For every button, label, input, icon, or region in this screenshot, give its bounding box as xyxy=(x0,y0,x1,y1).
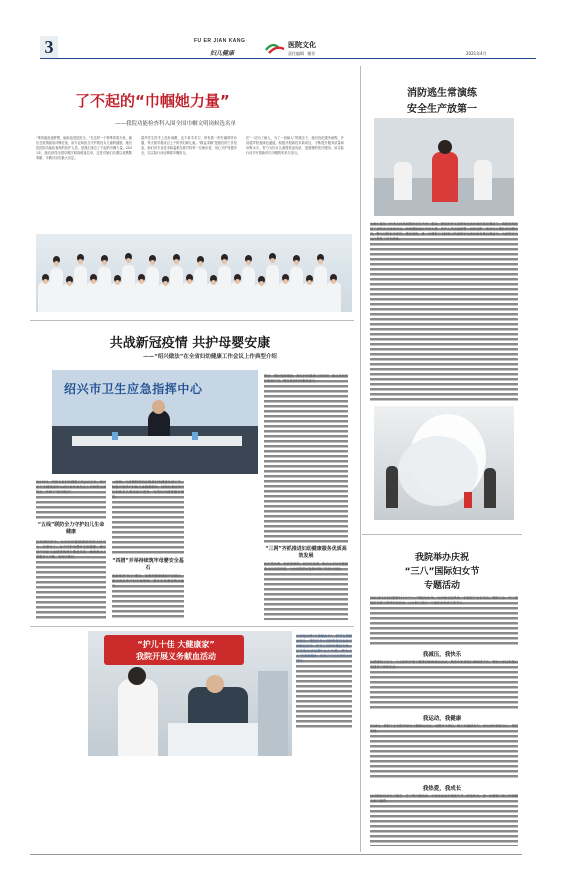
issue-date: 2021年4月 xyxy=(466,51,487,56)
paper-pinyin: FU ER JIAN KANG xyxy=(194,38,246,44)
article1-col2: 超声医生的手上没有闲暇，也不拿手术刀，却有着一把专属的听诊器，每天面对着成百上千的孕妇和儿童。“精益求精”是她们的工作信条，她们用专业技术和温柔态度对待每一位就诊者，用心守护母婴安全，以实际行动诠释着巾帼担当。 xyxy=(141,136,237,155)
article-blood-donation xyxy=(30,628,354,850)
article2-col2: （视频）与疫情防控同步推进妇幼健康各项工作，积极开展孕产妇和儿童健康服务，加强危重症孕产妇和新生儿救治能力建设，完善妇幼健康服务网络。 xyxy=(112,480,184,554)
article-fire-drill xyxy=(362,70,522,530)
article5-text1: 为舒缓职工压力，工会组织开展了健康讲座和减压活动，邀请专家讲授心理调适方法，帮助大家以积极心态面对工作和生活。 xyxy=(370,660,518,710)
command-center-photo xyxy=(52,370,258,474)
article5-text2: 3月8日，我院工会在院内举办了趣味运动会，设置多个项目，职工们踊跃参与，在运动中放松身心、增进友谊。 xyxy=(370,724,518,780)
article-women-honor xyxy=(30,70,354,315)
article1-col1: “乘风破浪逐梦想，砥砺奋进显担当。”在这样一个特殊的春天里，她们在疫情面前冲锋在前，用专业和担当守护着妇女儿童的健康，她们是医院功能检查科的医护人员，是我们身边了不起的巾帼力量。2021年，她们获得全国巾帼文明岗候选名单，这是对她们长期以来默默奉献、辛勤付出的最大肯定。 xyxy=(36,136,132,160)
editor-name: 谢芳 xyxy=(307,51,316,56)
staff-group-photo xyxy=(36,234,352,312)
article5-text3: 活动期间还举办了插花、手工等兴趣活动，大家在活动中展现才艺、收获快乐，进一步增强了职工的凝聚力和归属感。 xyxy=(370,794,518,846)
article5-title-line2: “三八”国际妇女节 xyxy=(404,567,480,577)
article2-col3: 建设、强化保障措施，健全妇幼健康工作机制，推动优质医疗资源下沉，提升基层妇幼服务能力。 xyxy=(264,374,348,544)
article-covid-maternal xyxy=(30,322,354,622)
blood-donation-photo xyxy=(88,631,292,756)
article2-col1: 3月19日，首届全省妇幼健康工作会议召开，绍兴市卫生健康委作为设区市代表在会上作典型交流发言，介绍了“绍兴做法”。 xyxy=(36,480,106,520)
fire-drill-photo-2 xyxy=(374,406,514,520)
article2-heading2: “四措”并举持续筑牢母婴安全基石 xyxy=(112,558,184,571)
editor-label: 责任编辑 xyxy=(288,51,304,56)
photo-front-row xyxy=(36,234,352,312)
article2-title: 共战新冠疫情 共护母婴安康 xyxy=(109,336,271,351)
article2-col3-b: 织牢服务网、织密保障网、织好信息网，推动全市妇幼健康事业高质量发展，为全省提供可复制可推广的绍兴经验。 xyxy=(264,562,348,620)
article2-col1-b: 在疫情防控中，全市妇幼健康系统坚持人民至上、生命至上，全力守护母婴安全和健康。建立孕产妇和儿童健康管理全覆盖体系，确保重点人群服务不中断、管理不断档。 xyxy=(36,540,106,620)
article2-heading3: “三网”齐抓推进妇幼健康服务优质高效发展 xyxy=(265,546,347,559)
article2-subtitle: ——“绍兴做法”在全省妇幼健康工作会议上作典型介绍 xyxy=(143,354,277,360)
article5-intro: 2021年3月8日是第111个“三八”国际妇女节，为庆祝女性风采，丰富职工业余生活，我院工会、妇工委组织开展了系列庆祝活动，让女职工度过一个愉快而有意义的节日。 xyxy=(370,596,518,646)
masthead xyxy=(18,36,540,66)
article2-col2-b: 创新推进“两卡”服务，加强孕期保健和产后随访，落实高危孕产妇专案管理，提升危急重症救治能力。 xyxy=(112,574,184,620)
article1-title: 了不起的“巾帼她力量” xyxy=(75,92,230,110)
article5-heading3: 我热爱，我成长 xyxy=(422,786,462,792)
page-number: 3 xyxy=(40,36,58,58)
article-womens-day xyxy=(362,536,522,852)
article5-heading1: 我减压，我快乐 xyxy=(422,652,462,658)
article1-subtitle: ——我院功能检查科入围全国巾帼文明岗候选名单 xyxy=(115,121,237,127)
paper-logo-icon xyxy=(264,40,286,54)
article2-heading1: “五线”联防全力守护妇儿生命健康 xyxy=(37,522,105,535)
article5-title-line1: 我院举办庆祝 xyxy=(414,553,469,563)
section-title: 医院文化 xyxy=(288,41,316,49)
editor-line xyxy=(288,51,348,57)
header-rule xyxy=(40,58,536,59)
article4-title-line1: 消防逃生常演练 xyxy=(407,88,477,99)
fire-drill-text: 为深入落实《中华人民共和国安全生产法》要求，提高医护人员的安全意识和应急处置能力，我院组织开展了消防安全演练活动。演练模拟病区突发火情，医护人员迅速报警、组织疏散、使用灭火器扑救初期火灾，整个过程有序高效。通过演练，进一步增强了全院职工的消防安全意识和自救互救能力，为医院安全运行提供了坚实保障。 xyxy=(370,222,518,402)
fire-drill-photo-1 xyxy=(374,118,514,216)
article5-title-line3: 专题活动 xyxy=(423,581,460,591)
blood-donation-caption: 为迎接全国“无偿献血日”，倡导无偿献血理念，我院医务人员积极报名参加义务献血活动。医务人员纷纷挽起衣袖，用实际行动诠释“人人为我、我为人人”的奉献精神，彰显了白衣天使的大爱情怀。 xyxy=(296,634,352,730)
article5-heading2: 我运动，我健康 xyxy=(422,716,462,722)
article4-title-line2: 安全生产放第一 xyxy=(407,104,477,115)
banner-line1: “护儿十佳 大健康家” xyxy=(137,640,215,649)
article1-col3: 在“一切为了病人，为了一切病人”的理念下，她们优化服务流程，开设超声检查绿色通道，积极开展新技术新项目，不断提升服务质量和诊断水平，努力为妇女儿童提供更优质、更便捷的医疗服务，用实际行动书写着新时代巾帼的风采与担当。 xyxy=(246,136,344,155)
paper-name: 妇儿健康 xyxy=(210,50,235,57)
command-center-sign: 绍兴市卫生应急指挥中心 xyxy=(64,382,203,396)
banner-line2: 我院开展义务献血活动 xyxy=(136,652,216,661)
